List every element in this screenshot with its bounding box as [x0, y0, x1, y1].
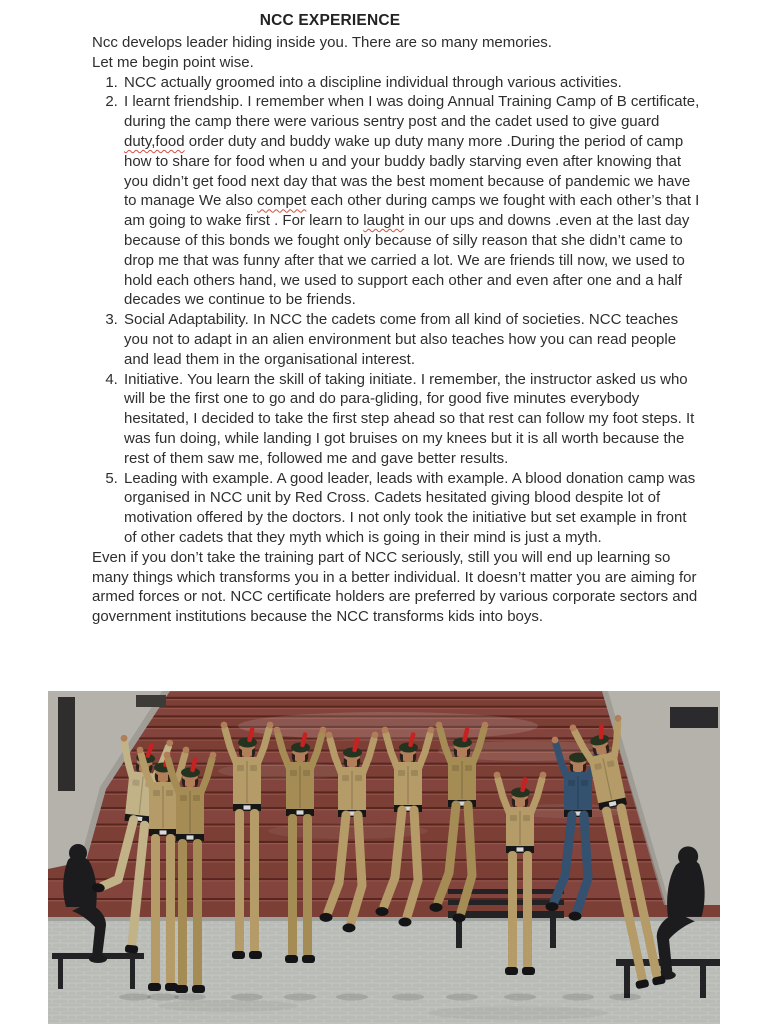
misspelled-word: compet: [257, 192, 307, 210]
closing-paragraph: Even if you don’t take the training part of NCC seriously, still you will end up learning so many things which transforms you in a better individual. It doesn’t matter you are aiming for armed forces or not. NCC certificate holders are preferred by various corporate sectors and government institutions because the NCC transforms kids into boys.: [92, 548, 698, 626]
list-item: [122, 469, 700, 548]
list-item-text: I learnt friendship. I remember when I was doing Annual Training Camp of B certificate, during the camp there were various sentry post and the cadet used to give guard: [124, 93, 700, 131]
list-item-text: Leading with example. A good leader, leads with example. A blood donation camp was organised in NCC unit by Red Cross. Cadets hesitated giving blood despite lot of motivation offered by the doctors. I not only took the initiative but set example in front of other cadets that they myth which is going in their mind is just a myth.: [124, 469, 696, 546]
photo-illustration: [48, 691, 720, 1024]
list-item-text: in our ups and downs .even at the last day because of this bonds we fought only because of silly reason that she didn’t came to drop me that was funny after that we carried a lot. We are friends till now, we used to hold each others hand, we used to support each other and even after one and a half decades we continue to be friends.: [124, 212, 690, 309]
intro-line-2: Let me begin point wise.: [92, 53, 254, 71]
misspelled-word: duty,food: [124, 132, 185, 150]
list-item-text: order duty and buddy wake up duty many more .During the period of camp how to share for food when u and your buddy badly starving even after knowing that you didn’t get food next day that was the best moment because of pandemic we have to manage We also: [124, 132, 691, 210]
misspelled-word: laught: [363, 212, 405, 230]
paved-ground: [48, 917, 720, 1024]
list-item-text: each other during camps we fought with each other’s that I am going to wake first . For learn to: [124, 192, 700, 230]
page-title: NCC EXPERIENCE: [259, 12, 401, 29]
list-item: [122, 73, 700, 93]
intro-line-1: Ncc develops leader hiding inside you. There are so many memories.: [92, 34, 552, 51]
list-item: [122, 92, 700, 310]
ncc-group-photo: [48, 691, 720, 1024]
list-item: [122, 370, 700, 469]
list-item-text: Initiative. You learn the skill of taking initiate. I remember, the instructor asked us who will be the first one to go and do para-gliding, for good five minutes everybody hesitated, I decided to take the first step ahead so that rest can follow my foot steps. It was fun doing, while landing I got bruises on my knees but it is all worth because the rest of them saw me, followed me and gave better results.: [124, 370, 695, 467]
list-item: [122, 310, 700, 369]
numbered-list: [92, 73, 700, 548]
list-item-text: Social Adaptability. In NCC the cadets come from all kind of societies. NCC teaches you not to adapt in an alien environment but also teaches how you can read people and lead them in the organisational interest.: [124, 311, 679, 368]
list-item-text: NCC actually groomed into a discipline individual through various activities.: [124, 73, 622, 91]
